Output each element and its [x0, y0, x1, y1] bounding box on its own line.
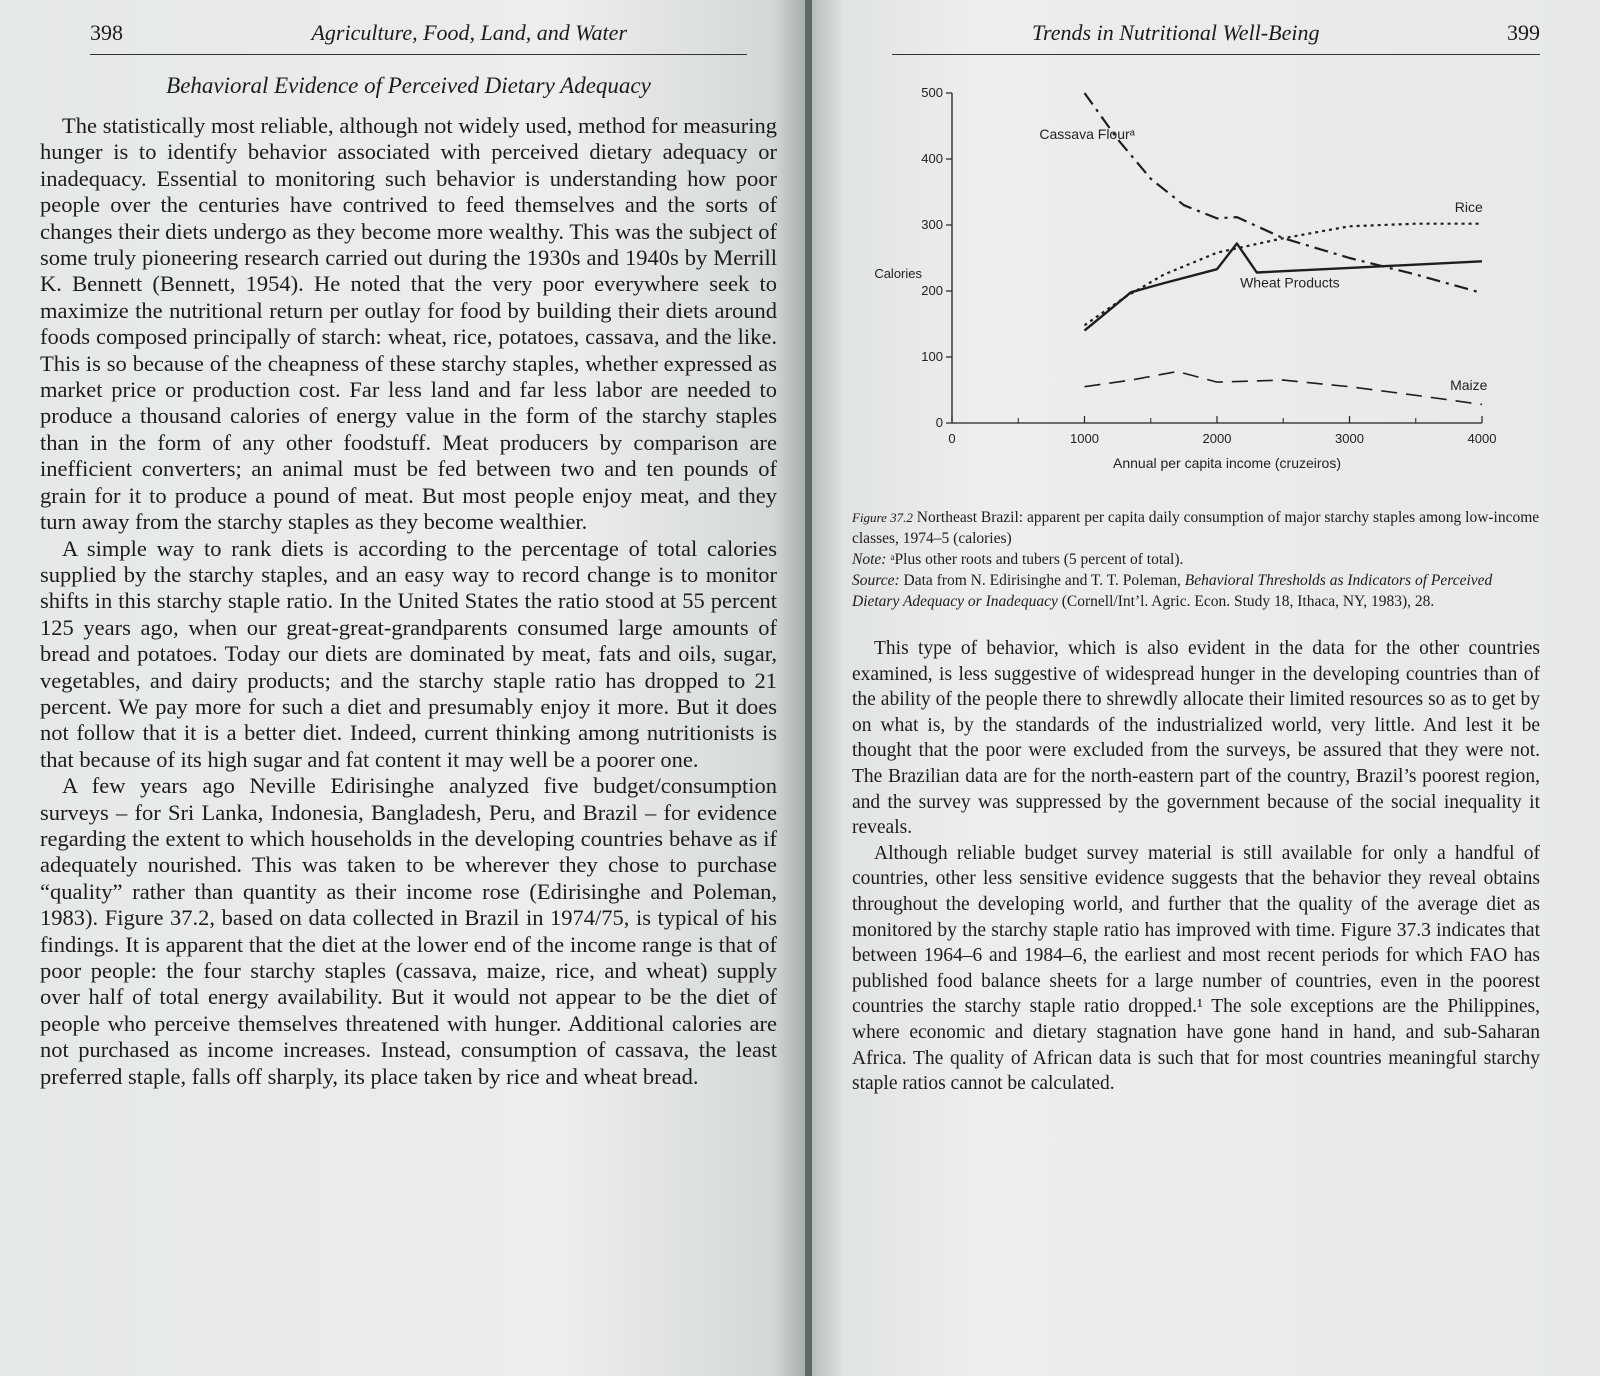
right-page-number: 399: [1507, 20, 1540, 45]
y-tick-label: 300: [921, 217, 943, 232]
series-label-2: Wheat Products: [1240, 274, 1340, 291]
right-running-head-title: Trends in Nutritional Well-Being: [1032, 20, 1320, 45]
note-label: Note:: [852, 551, 887, 568]
source-label: Source:: [852, 572, 900, 589]
consumption-line-chart: [852, 73, 1512, 493]
x-tick-label: 0: [948, 431, 956, 446]
right-page: [812, 0, 1600, 1376]
left-paragraph: A simple way to rank diets is according to the percentage of total calories supplied by the starchy staples, and an easy way to record change is to monitor shifts in this starchy staple ratio. In the United States the ratio stood at 55 percent 125 years ago, when our great-great-grandparents consumed large amounts of bread and potatoes. Today our diets are dominated by meat, fats and oils, sugar, vegetables, and dairy products; and the starchy staple ratio has dropped to 21 percent. We pay more for such a diet and presumably enjoy it more. But it does not follow that it is a better diet. Indeed, current thinking among nutritionists is that because of its high sugar and fat content it may well be a poorer one.: [40, 535, 777, 772]
x-tick-label: 4000: [1467, 431, 1497, 446]
series-line-0: [1085, 93, 1483, 293]
left-paragraph: The statistically most reliable, although not widely used, method for measuring hunger is to identify behavior associated with perceived dietary adequacy or inadequacy. Essential to monitoring such behavior is understanding how poor people over the centuries have contrived to feed themselves and the sorts of changes their diets undergo as they become more wealthy. This was the subject of some truly pioneering research carried out during the 1930s and 1940s by Merrill K. Bennett (Bennett, 1954). He noted that the very poor everywhere seek to maximize the nutritional return per outlay for food by building their diets around foods composed principally of starch: wheat, rice, potatoes, cassava, and the like. This is so because of the cheapness of these starchy staples, whether expressed as market price or production cost. Far less land and far less labor are needed to produce a thousand calories of energy value in the form of the starchy staples than in the form of any other foodstuff. Meat producers by comparison are inefficient converters; an animal must be fed between two and ten pounds of grain for it to produce a pound of meat. But most people enjoy meat, and they turn away from the starchy staples as they become wealthier.: [40, 113, 777, 535]
figure-37-2: [852, 73, 1540, 493]
left-running-head-title: Agriculture, Food, Land, and Water: [311, 20, 627, 45]
x-tick-label: 3000: [1335, 431, 1364, 446]
figure-caption-text: Northeast Brazil: apparent per capita daily consumption of major starchy staples among low-income classes, 1974–5 (calories): [852, 509, 1540, 547]
figure-label: Figure 37.2: [852, 510, 913, 525]
y-axis-label: Calories: [874, 265, 922, 281]
left-page-number: 398: [90, 20, 123, 45]
y-tick-label: 400: [921, 151, 943, 166]
left-running-head: [90, 20, 747, 55]
y-tick-label: 200: [921, 283, 943, 298]
source-title: Behavioral Thresholds as Indicators of Perceived Dietary Adequacy or Inadequacy: [852, 572, 1493, 610]
source-text-end: (Cornell/Int’l. Agric. Econ. Study 18, Ithaca, NY, 1983), 28.: [1061, 593, 1435, 610]
right-running-head: [892, 20, 1540, 55]
y-tick-label: 500: [921, 85, 943, 100]
y-tick-label: 0: [935, 415, 943, 430]
x-axis-label: Annual per capita income (cruzeiros): [1113, 455, 1341, 471]
section-heading: Behavioral Evidence of Perceived Dietary Adequacy: [166, 73, 651, 98]
note-text: ᵃPlus other roots and tubers (5 percent of total).: [890, 551, 1184, 568]
source-text: Data from N. Edirisinghe and T. T. Poleman,: [903, 572, 1181, 589]
right-paragraph: This type of behavior, which is also evident in the data for the other countries examined, is less suggestive of widespread hunger in the developing countries than of the ability of the people there to shrewdly allocate their limited resources so as to get by on what is, by the standards of the industrialized world, very little. And lest it be thought that the poor were excluded from the surveys, be assured that they were not. The Brazilian data are for the north-eastern part of the country, Brazil’s poorest region, and the survey was suppressed by the government because of the social inequality it reveals.: [852, 638, 1540, 839]
series-label-1: Rice: [1454, 198, 1483, 215]
series-label-0: Cassava Flourᵃ: [1039, 126, 1135, 143]
series-label-3: Maize: [1450, 377, 1488, 393]
x-tick-label: 2000: [1202, 431, 1232, 446]
left-paragraph: A few years ago Neville Edirisinghe analyzed five budget/consumption surveys – for Sri Lanka, Indonesia, Bangladesh, Peru, and Brazil – for evidence regarding the extent to which households in the developing countries behave as if adequately nourished. This was taken to be wherever they chose to purchase “quality” rather than quantity as their income rose (Edirisinghe and Poleman, 1983). Figure 37.2, based on data collected in Brazil in 1974/75, is typical of his findings. It is apparent that the diet at the lower end of the income range is that of poor people: the four starchy staples (cassava, maize, rice, and wheat) supply over half of total energy availability. But it would not appear to be the diet of people who perceive themselves threatened with hunger. Additional calories are not purchased as income increases. Instead, consumption of cassava, the least preferred staple, falls off sharply, its place taken by rice and wheat bread.: [40, 773, 777, 1089]
right-paragraph: Although reliable budget survey material is still available for only a handful of countries, other less sensitive evidence suggests that the behavior they reveal obtains throughout the developing world, and further that the quality of the average diet as monitored by the starchy staple ratio has improved with time. Figure 37.3 indicates that between 1964–6 and 1984–6, the earliest and most recent periods for which FAO has published food balance sheets for a large number of countries, even in the poorest countries the starchy staple ratio dropped.¹ The sole exceptions are the Philippines, where economic and dietary stagnation have gone hand in hand, and sub-Saharan Africa. The quality of African data is such that for most countries meaningful starchy staple ratios cannot be calculated.: [852, 842, 1540, 1095]
left-body-text: [40, 113, 777, 1090]
right-body-text: [852, 636, 1540, 1097]
series-line-3: [1085, 372, 1483, 405]
x-tick-label: 1000: [1070, 431, 1099, 446]
y-tick-label: 100: [921, 349, 943, 364]
figure-caption: [852, 507, 1540, 612]
